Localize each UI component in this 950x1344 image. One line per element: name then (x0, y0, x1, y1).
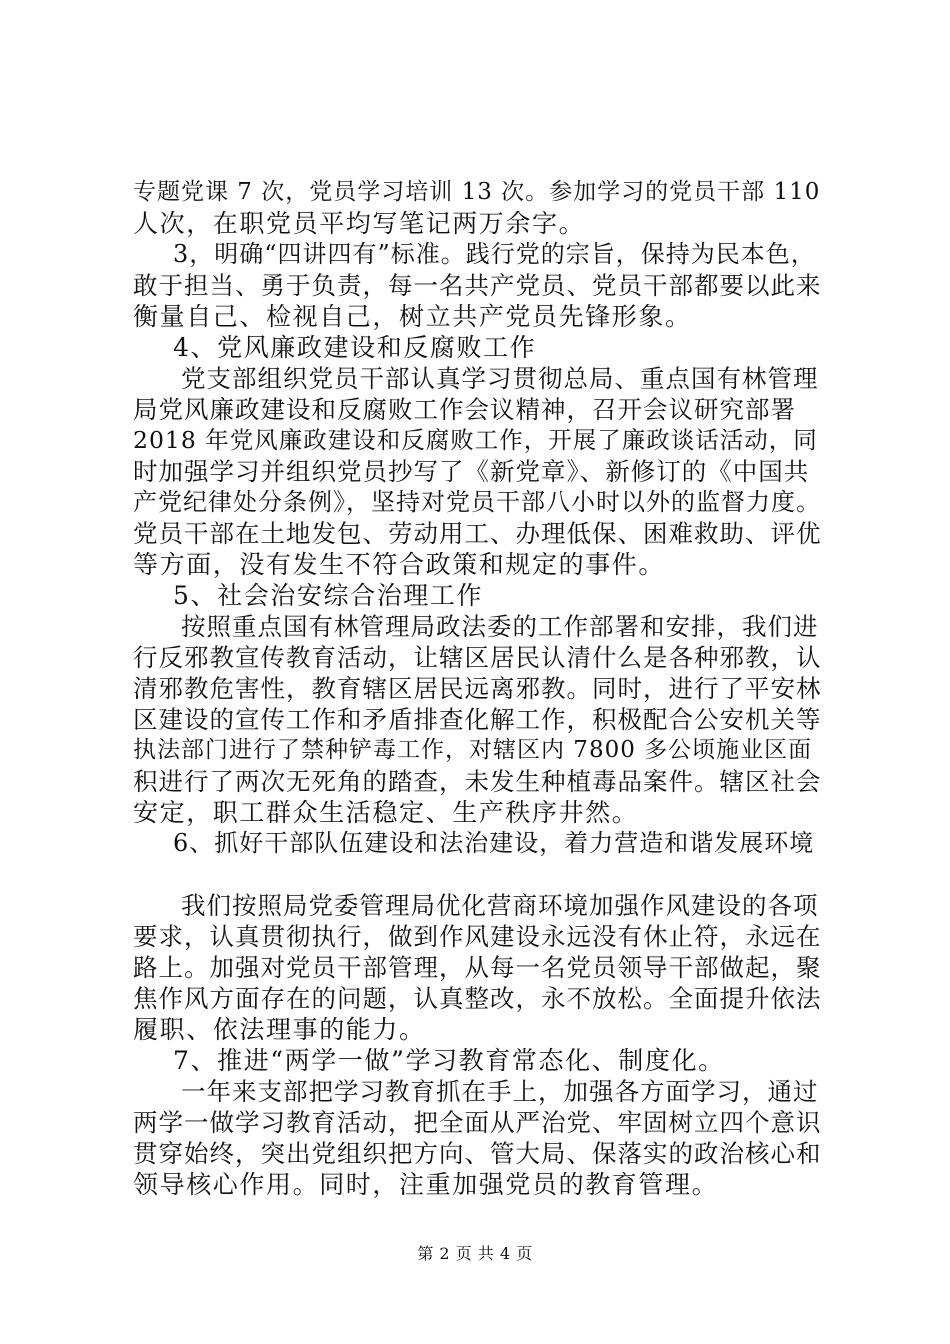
blank-line (133, 859, 823, 890)
body-line: 清邪教危害性，教育辖区居民远离邪教。同时，进行了平安林 (133, 674, 822, 703)
body-line: 敢于担当、勇于负责，每一名共产党员、党员干部都要以此来 (133, 271, 822, 300)
body-line: 3，明确“四讲四有”标准。践行党的宗旨，保持为民本色， (173, 240, 816, 268)
body-line: 履职、依法理事的能力。 (133, 1015, 426, 1044)
body-line: 执法部门进行了禁种铲毒工作，对辖区内 7800 多公顷施业区面 (133, 737, 813, 763)
body-line: 要求，认真贯彻执行，做到作风建设永远没有休止符，永远在 (133, 922, 822, 951)
section-heading: 4、党风廉政建设和反腐败工作 (173, 333, 537, 362)
body-line: 专题党课 7 次，党员学习培训 13 次。参加学习的党员干部 110 (133, 179, 821, 205)
section-heading: 7、推进“两学一做”学习教育常态化、制度化。 (173, 1046, 725, 1075)
document-body (133, 177, 823, 1200)
body-line: 路上。加强对党员干部管理，从每一名党员领导干部做起，聚 (133, 953, 822, 982)
body-line: 区建设的宣传工作和矛盾排查化解工作，积极配合公安机关等 (133, 705, 822, 734)
section-heading: 6、抓好干部队伍建设和法治建设，着力营造和谐发展环境 (173, 829, 815, 857)
body-line: 人次，在职党员平均写笔记两万余字。 (133, 209, 586, 238)
body-line: 党支部组织党员干部认真学习贯彻总局、重点国有林管理 (181, 364, 819, 393)
body-line: 一年来支部把学习教育抓在手上，加强各方面学习，通过 (181, 1077, 819, 1106)
body-line: 2018 年党风廉政建设和反腐败工作，开展了廉政谈话活动，同 (133, 426, 818, 454)
body-line: 时加强学习并组织党员抄写了《新党章》、新修订的《中国共 (133, 457, 810, 486)
body-line: 我们按照局党委管理局优化营商环境加强作风建设的各项 (181, 891, 819, 920)
page-footer: 第 2 页 共 4 页 (417, 1244, 533, 1263)
body-line: 两学一做学习教育活动，把全面从严治党、牢固树立四个意识 (133, 1108, 822, 1137)
body-line: 贯穿始终，突出党组织把方向、管大局、保落实的政治核心和 (133, 1139, 822, 1168)
body-line: 安定，职工群众生活稳定、生产秩序井然。 (133, 798, 639, 827)
body-line: 按照重点国有林管理局政法委的工作部署和安排，我们进 (181, 612, 819, 641)
body-line: 领导核心作用。同时，注重加强党员的教育管理。 (133, 1170, 719, 1199)
body-line: 衡量自己、检视自己，树立共产党员先锋形象。 (133, 302, 692, 331)
body-line: 局党风廉政建设和反腐败工作会议精神，召开会议研究部署 (133, 395, 796, 424)
body-line: 等方面，没有发生不符合政策和规定的事件。 (133, 550, 666, 579)
body-line: 产党纪律处分条例》，坚持对党员干部八小时以外的监督力度。 (133, 488, 821, 516)
body-line: 党员干部在土地发包、劳动用工、办理低保、困难救助、评优 (133, 519, 822, 548)
body-line: 焦作风方面存在的问题，认真整改，永不放松。全面提升依法 (133, 984, 822, 1013)
body-line: 积进行了两次无死角的踏查，未发生种植毒品案件。辖区社会 (133, 767, 822, 796)
section-heading: 5、社会治安综合治理工作 (173, 581, 484, 610)
body-line: 行反邪教宣传教育活动，让辖区居民认清什么是各种邪教，认 (133, 643, 822, 672)
